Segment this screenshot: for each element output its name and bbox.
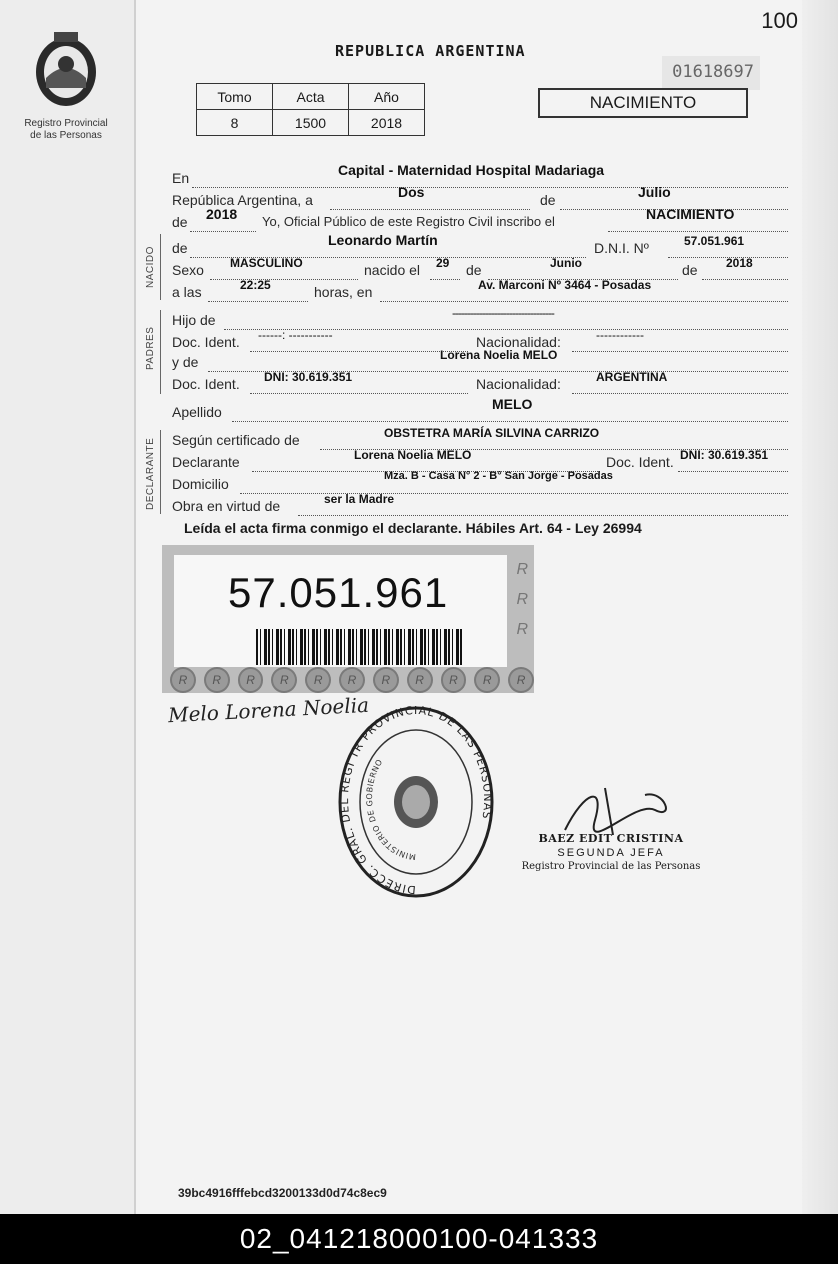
logo-caption (14, 118, 118, 142)
y-de-label: y de (172, 354, 199, 370)
sticker-coin-row (162, 667, 534, 693)
de-label: de (682, 262, 698, 278)
declarant-address: Mza. B - Casa N° 2 - B° San Jorge - Posadas (384, 470, 613, 482)
register-header-row (197, 84, 425, 110)
record-row-time-place (172, 278, 788, 304)
coin-mark: R (170, 667, 196, 693)
declarante-section-border (160, 430, 161, 514)
register-value-cell: 2018 (349, 110, 425, 136)
closing-statement: Leída el acta firma conmigo el declarante. Hábiles Art. 64 - Ley 26994 (184, 520, 642, 536)
birth-day: 29 (436, 256, 450, 270)
coin-mark: R (271, 667, 297, 693)
nacionalidad-label: Nacionalidad: (476, 376, 561, 392)
sticker-r-mark: R (516, 591, 528, 608)
right-edge-shadow (802, 0, 838, 1214)
province-emblem-logo (30, 28, 102, 112)
de-label: de (466, 262, 482, 278)
coin-mark: R (508, 667, 534, 693)
de-label: de (172, 214, 188, 230)
child-sex: MASCULINO (230, 256, 303, 270)
dotted-line (192, 187, 788, 188)
seal-inner-text: MINISTERIO DE GOBIERNO (364, 757, 417, 862)
father-name: ---------------------------------- (452, 306, 554, 320)
father-doc: ------: ----------- (258, 328, 333, 342)
en-label: En (172, 170, 190, 186)
signer-block (516, 832, 706, 872)
coin-mark: R (339, 667, 365, 693)
dotted-line (380, 301, 788, 302)
dni-sticker (162, 545, 534, 693)
doc-ident-label: Doc. Ident. (172, 334, 240, 350)
inscribed-event: NACIMIENTO (646, 206, 735, 222)
dotted-line (430, 279, 460, 280)
sticker-r-mark: R (516, 621, 528, 638)
dotted-line (190, 231, 256, 232)
coin-mark: R (373, 667, 399, 693)
act-type-box: NACIMIENTO (538, 88, 748, 118)
dotted-line (330, 209, 530, 210)
record-row-year (172, 206, 788, 234)
certificate-issuer: OBSTETRA MARÍA SILVINA CARRIZO (384, 426, 600, 440)
dotted-line (250, 393, 468, 394)
page-number: 100 (761, 8, 798, 33)
mother-name: Lorena Noelia MELO (440, 348, 558, 362)
registration-month: Julio (638, 184, 671, 200)
dotted-line (608, 231, 788, 232)
dotted-line (232, 421, 788, 422)
declarante-label: Declarante (172, 454, 240, 470)
serial-number-stamp: 01618697 (662, 56, 760, 90)
official-signature (555, 780, 685, 840)
dotted-line (702, 279, 788, 280)
document-hash: 39bc4916fffebcd3200133d0d74c8ec9 (178, 1186, 387, 1200)
official-text: Yo, Oficial Público de este Registro Civil inscribo el (262, 214, 555, 229)
padres-section-border (160, 310, 161, 394)
coin-mark: R (238, 667, 264, 693)
logo-caption-line: de las Personas (30, 130, 102, 141)
doc-ident-label: Doc. Ident. (172, 376, 240, 392)
register-value-row (197, 110, 425, 136)
seal-outer-text: DIRECC. GRAL. DEL REGI TR PROVINCIAL DE LAS PERSONAS (338, 704, 495, 897)
hijo-de-label: Hijo de (172, 312, 216, 328)
sticker-panel (174, 555, 507, 667)
birth-time: 22:25 (240, 278, 271, 292)
left-margin-column (0, 0, 136, 1214)
dotted-line (210, 279, 358, 280)
nacido-section-label: NACIDO (145, 246, 156, 288)
coin-mark: R (441, 667, 467, 693)
republica-label: República Argentina, a (172, 192, 313, 208)
obra-label: Obra en virtud de (172, 498, 281, 514)
registration-day: Dos (398, 184, 425, 200)
register-value-cell: 8 (197, 110, 273, 136)
record-row-surname (172, 396, 788, 424)
sexo-label: Sexo (172, 262, 204, 278)
certificado-label: Según certificado de (172, 432, 300, 448)
obra-value: ser la Madre (324, 492, 395, 506)
document-title: REPUBLICA ARGENTINA (335, 42, 526, 60)
official-seal-stamp (336, 704, 496, 900)
mother-doc: DNI: 30.619.351 (264, 370, 353, 384)
child-name: Leonardo Martín (328, 232, 438, 248)
registration-place: Capital - Maternidad Hospital Madariaga (338, 162, 605, 178)
coin-mark: R (474, 667, 500, 693)
dotted-line (298, 515, 788, 516)
coin-mark: R (305, 667, 331, 693)
record-row-en (172, 162, 788, 190)
declarant-doc: DNI: 30.619.351 (680, 448, 769, 462)
coin-mark: R (204, 667, 230, 693)
signer-office: Registro Provincial de las Personas (521, 861, 701, 872)
record-row-obra (172, 492, 788, 518)
child-dni: 57.051.961 (684, 234, 745, 248)
register-header-cell: Tomo (197, 84, 273, 110)
register-header-cell: Acta (273, 84, 349, 110)
register-value-cell: 1500 (273, 110, 349, 136)
barcode (256, 629, 462, 665)
register-table (196, 83, 425, 136)
signer-role: SEGUNDA JEFA (557, 847, 665, 859)
record-row-address (172, 470, 788, 496)
domicilio-label: Domicilio (172, 476, 229, 492)
declarant-name: Lorena Noelia MELO (354, 448, 472, 462)
nacido-section-border (160, 234, 161, 300)
dni-label: D.N.I. Nº (594, 240, 649, 256)
coin-mark: R (407, 667, 433, 693)
logo-caption-line: Registro Provincial (24, 118, 108, 129)
father-nationality: ------------ (596, 328, 644, 342)
dotted-line (240, 493, 788, 494)
de-label: de (172, 240, 188, 256)
a-las-label: a las (172, 284, 202, 300)
de-label: de (540, 192, 556, 208)
birth-place: Av. Marconi Nº 3464 - Posadas (478, 278, 652, 292)
child-surname: MELO (492, 396, 533, 412)
nacido-el-label: nacido el (364, 262, 421, 278)
nacionalidad-label: Nacionalidad: (476, 334, 561, 350)
record-row-mother-doc (172, 370, 788, 396)
dotted-line (208, 301, 308, 302)
doc-ident-label: Doc. Ident. (606, 454, 674, 470)
birth-month: Junio (550, 256, 582, 270)
dotted-line (572, 393, 788, 394)
file-id-footer: 02_041218000100-041333 (0, 1214, 838, 1264)
sticker-r-mark: R (516, 561, 528, 578)
padres-section-label: PADRES (145, 326, 156, 370)
horas-label: horas, en (314, 284, 373, 300)
sticker-dni-number: 57.051.961 (228, 569, 449, 616)
birth-year: 2018 (726, 256, 753, 270)
dotted-line (678, 471, 788, 472)
apellido-label: Apellido (172, 404, 222, 420)
declarant-signature: Melo Lorena Noelia (167, 692, 370, 728)
mother-nationality: ARGENTINA (596, 370, 668, 384)
registration-year: 2018 (206, 206, 238, 222)
signer-name: BAEZ EDIT CRISTINA (538, 832, 684, 845)
register-header-cell: Año (349, 84, 425, 110)
declarante-section-label: DECLARANTE (145, 437, 156, 510)
